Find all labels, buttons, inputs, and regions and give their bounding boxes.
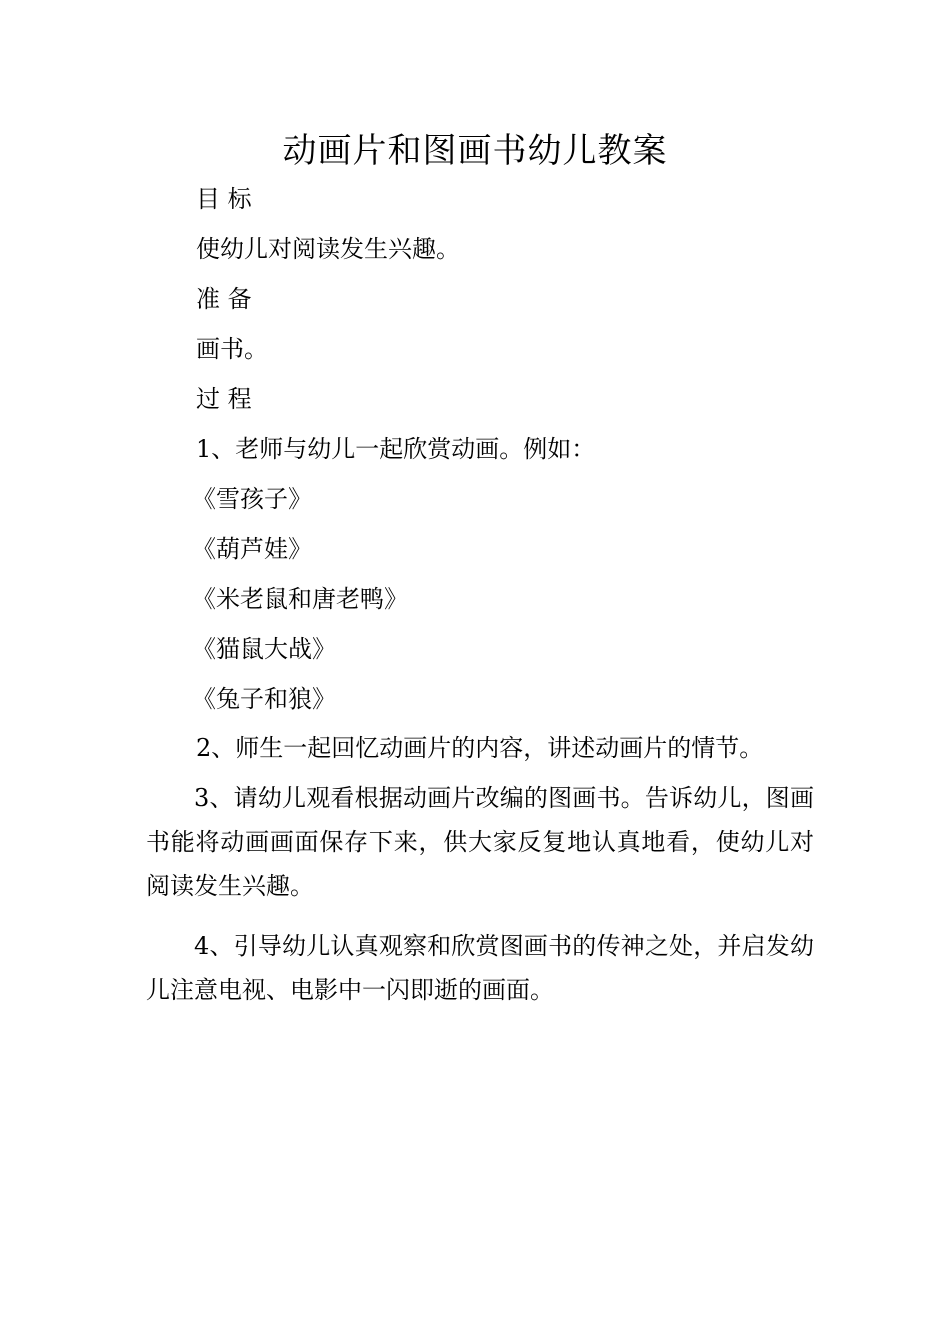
step-4: 4、引导幼儿认真观察和欣赏图画书的传神之处，并启发幼儿注意电视、电影中一闪即逝的画面。 — [146, 932, 814, 1004]
example-item: 《猫鼠大战》 — [192, 635, 336, 663]
goal-text: 使幼儿对阅读发生兴趣。 — [196, 235, 460, 263]
step-2: 2、师生一起回忆动画片的内容，讲述动画片的情节。 — [196, 734, 764, 762]
example-item: 《雪孩子》 — [192, 485, 312, 513]
step-1: 1、老师与幼儿一起欣赏动画。例如： — [196, 435, 596, 463]
example-item: 《葫芦娃》 — [192, 535, 312, 563]
example-item: 《兔子和狼》 — [192, 685, 336, 713]
document-title: 动画片和图画书幼儿教案 — [282, 131, 668, 171]
prep-text: 画书。 — [196, 335, 268, 363]
example-item: 《米老鼠和唐老鸭》 — [192, 585, 408, 613]
process-heading: 过 程 — [196, 385, 252, 413]
goal-heading: 目 标 — [196, 185, 252, 213]
prep-heading: 准 备 — [196, 285, 252, 313]
step-3: 3、请幼儿观看根据动画片改编的图画书。告诉幼儿，图画书能将动画画面保存下来，供大家反复地认真地看，使幼儿对阅读发生兴趣。 — [146, 784, 814, 900]
